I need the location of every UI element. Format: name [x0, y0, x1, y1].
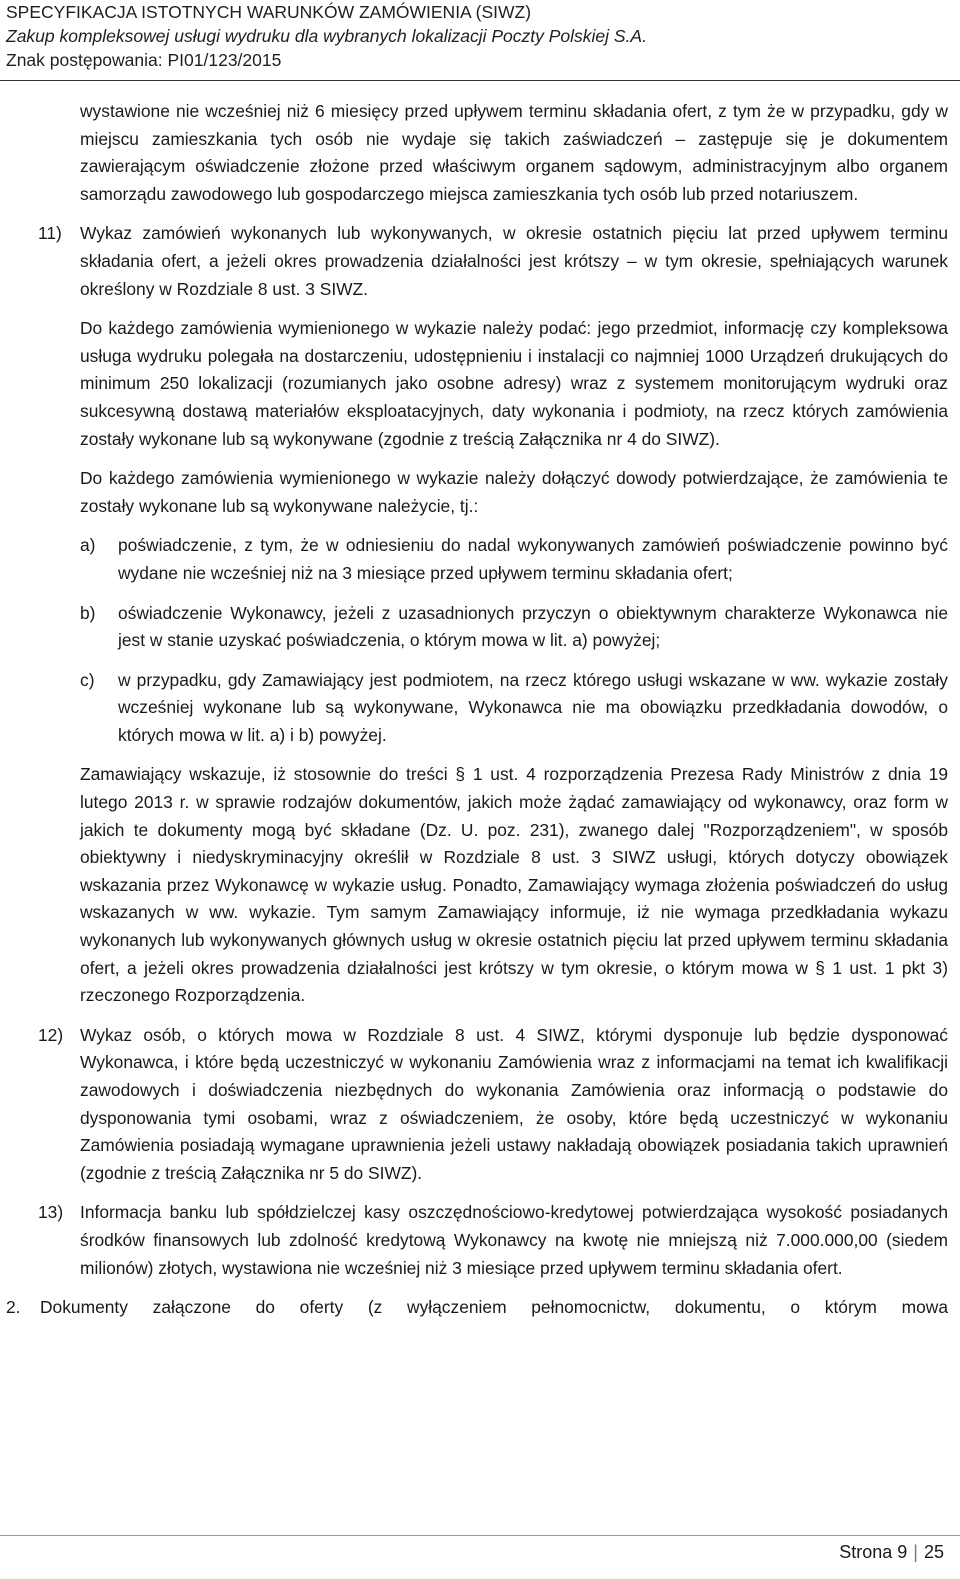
document-header: [6, 0, 946, 72]
list-item-2: [6, 1294, 948, 1322]
list-item-11: [38, 220, 948, 303]
page-footer: [839, 1542, 944, 1563]
page-total: 25: [923, 1542, 944, 1562]
header-subtitle: Zakup kompleksowej usługi wydruku dla wybranych lokalizacji Poczty Polskiej S.A.: [6, 26, 647, 46]
sub-item-c: [80, 667, 948, 750]
header-reference: Znak postępowania: PI01/123/2015: [6, 50, 282, 70]
sub-item-label: a): [80, 535, 96, 556]
sub-item-text: oświadczenie Wykonawcy, jeżeli z uzasadnionych przyczyn o obiektywnym charakterze Wykonawca nie jest w stanie uzyskać poświadczenia, o którym mowa w lit. a) powyżej;: [118, 602, 948, 651]
list-number: 13): [38, 1202, 64, 1223]
list-item-text: Wykaz osób, o których mowa w Rozdziale 8 ust. 4 SIWZ, którymi dysponuje lub będzie dysponować Wykonawca, i które będą uczestniczyć w wykonaniu Zamówienia wraz z informacjami na temat ich kwalifikacji zawodowych i doświadczenia niezbędnych do wykonania Zamówienia oraz informacją o podstawie do dysponowania tymi osobami, wraz z oświadczeniem, że osoby, które będą uczestniczyć w wykonaniu Zamówienia posiadają wymagane uprawnienia jeżeli ustawy nakładają obowiązek posiadania takich uprawnień (zgodnie z treścią Załącznika nr 5 do SIWZ).: [80, 1024, 948, 1183]
list-item-text: Wykaz zamówień wykonanych lub wykonywanych, w okresie ostatnich pięciu lat przed upływem terminu składania ofert, a jeżeli okres prowadzenia działalności jest krótszy – w tym okresie, spełniających warunek określony w Rozdziale 8 ust. 3 SIWZ.: [80, 223, 948, 299]
list-number: 11): [38, 223, 62, 244]
paragraph-regulation: Zamawiający wskazuje, iż stosownie do treści § 1 ust. 4 rozporządzenia Prezesa Rady Ministrów z dnia 19 lutego 2013 r. w sprawie rodzajów dokumentów, jakich może żądać zamawiający od wykonawcy, oraz form w jakich te dokumenty mogą być składane (Dz. U. poz. 231), zwanego dalej "Rozporządzeniem", w sposób obiektywny i niedyskryminacyjny określił w Rozdziale 8 ust. 3 SIWZ usługi, których dotyczy obowiązek wskazania przez Wykonawcę w wykazie usług. Ponadto, Zamawiający wymaga złożenia poświadczeń do usług wskazanych w ww. wykazie. Tym samym Zamawiający informuje, iż nie wymaga przedkładania wykazu wykonanych lub wykonywanych głównych usług w okresie ostatnich pięciu lat przed upływem terminu składania ofert, a jeżeli okres prowadzenia działalności jest krótszy w tym okresie, o którym mowa w § 1 ust. 1 pkt 3) rzeczonego Rozporządzenia.: [80, 764, 948, 1006]
sub-item-b: [80, 600, 948, 655]
list-item-13: [38, 1199, 948, 1282]
sub-item-label: b): [80, 602, 96, 623]
header-rule: [0, 80, 960, 81]
header-title: SPECYFIKACJA ISTOTNYCH WARUNKÓW ZAMÓWIENIA (SIWZ): [6, 2, 532, 22]
sub-item-label: c): [80, 669, 95, 690]
list-item-text: Informacja banku lub spółdzielczej kasy oszczędnościowo-kredytowej potwierdzająca wysokość posiadanych środków finansowych lub zdolność kredytową Wykonawcy na kwotę nie mniejszą niż 7.000.000,00 (siedem milionów) złotych, wystawiona nie wcześniej niż 3 miesiące przed upływem terminu składania ofert.: [80, 1202, 948, 1278]
intro-paragraph: wystawione nie wcześniej niż 6 miesięcy przed upływem terminu składania ofert, z tym że w przypadku, gdy w miejscu zamieszkania tych osób nie wydaje się takich zaświadczeń – zastępuje się je dokumentem zawierającym oświadczenie złożone przed właściwym organem sądowym, administracyjnym albo organem samorządu zawodowego lub gospodarczego miejsca zamieszkania tych osób lub przed notariuszem.: [80, 101, 948, 204]
document-body: [0, 98, 960, 1322]
list-number: 2.: [6, 1297, 21, 1318]
list-number: 12): [38, 1024, 64, 1045]
page-number-label: Strona 9: [839, 1542, 908, 1562]
sub-item-text: w przypadku, gdy Zamawiający jest podmiotem, na rzecz którego usługi wskazane w ww. wykazie zostały wcześniej wykonane lub są wykonywane, Wykonawca nie ma obowiązku przedkładania dowodów, o których mowa w lit. a) i b) powyżej.: [118, 669, 948, 745]
list-item-12: [38, 1022, 948, 1188]
footer-rule: [0, 1535, 960, 1536]
page-separator: |: [913, 1542, 918, 1562]
paragraph-details: Do każdego zamówienia wymienionego w wykazie należy podać: jego przedmiot, informację czy kompleksowa usługa wydruku polegała na dostarczeniu, udostępnieniu i instalacji co najmniej 1000 Urządzeń drukujących do minimum 250 lokalizacji (rozumianych jako osobne adresy) wraz z systemem monitorującym wydruki oraz sukcesywną dostawą materiałów eksploatacyjnych, daty wykonania i podmioty, na rzecz których zamówienia zostały wykonane lub są wykonywane (zgodnie z treścią Załącznika nr 4 do SIWZ).: [80, 318, 948, 449]
list-item-text: Dokumenty załączone do oferty (z wyłączeniem pełnomocnictw, dokumentu, o którym mowa: [40, 1297, 948, 1318]
sub-item-a: [80, 532, 948, 587]
paragraph-evidence: Do każdego zamówienia wymienionego w wykazie należy dołączyć dowody potwierdzające, że zamówienia te zostały wykonane lub są wykonywane należycie, tj.:: [80, 468, 948, 516]
sub-item-text: poświadczenie, z tym, że w odniesieniu do nadal wykonywanych zamówień poświadczenie powinno być wydane nie wcześniej niż na 3 miesiące przed upływem terminu składania ofert;: [118, 535, 948, 583]
